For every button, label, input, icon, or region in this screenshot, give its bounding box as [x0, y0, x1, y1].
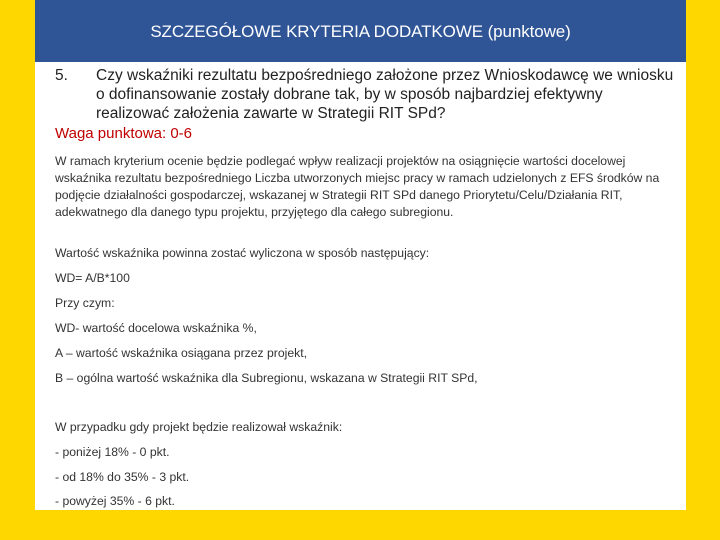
definition-a: A – wartość wskaźnika osiągana przez projekt,: [55, 346, 307, 360]
criterion-text: Czy wskaźniki rezultatu bezpośredniego założone przez Wnioskodawcę we wniosku o dofinansowanie zostały dobrane tak, by w sposób najbardziej efektywny realizować założenia zawarte w Strategii RIT SPd?: [96, 67, 674, 122]
formula: WD= A/B*100: [55, 271, 130, 285]
definition-b: B – ogólna wartość wskaźnika dla Subregionu, wskazana w Strategii RIT SPd,: [55, 371, 478, 385]
definition-wd: WD- wartość docelowa wskaźnika %,: [55, 321, 257, 335]
where-label: Przy czym:: [55, 296, 115, 310]
formula-intro: Wartość wskaźnika powinna zostać wyliczona w sposób następujący:: [55, 246, 430, 260]
weight-label: Waga punktowa: 0-6: [55, 125, 193, 142]
criterion-description: W ramach kryterium ocenie będzie podlegać wpływ realizacji projektów na osiągnięcie wartości docelowej wskaźnika rezultatu bezpośredniego Liczba utworzonych miejsc pracy w ramach udzielonych z EFS środków na podjęcie działalności gospodarczej, wskazanej w Strategii RIT SPd danego Priorytetu/Celu/Działania RIT, adekwatnego dla danego typu projektu, przyjętego dla całego subregionu.: [55, 154, 660, 219]
scoring-below-18: - poniżej 18% - 0 pkt.: [55, 445, 170, 459]
scoring-18-35: - od 18% do 35% - 3 pkt.: [55, 470, 190, 484]
slide: [35, 0, 686, 510]
scoring-above-35: - powyżej 35% - 6 pkt.: [55, 494, 175, 508]
slide-title: SZCZEGÓŁOWE KRYTERIA DODATKOWE (punktowe): [150, 22, 571, 41]
scoring-intro: W przypadku gdy projekt będzie realizował wskaźnik:: [55, 420, 343, 434]
criterion-number: 5.: [55, 67, 68, 84]
criterion-question: [55, 66, 680, 123]
title-bar: [35, 0, 686, 62]
